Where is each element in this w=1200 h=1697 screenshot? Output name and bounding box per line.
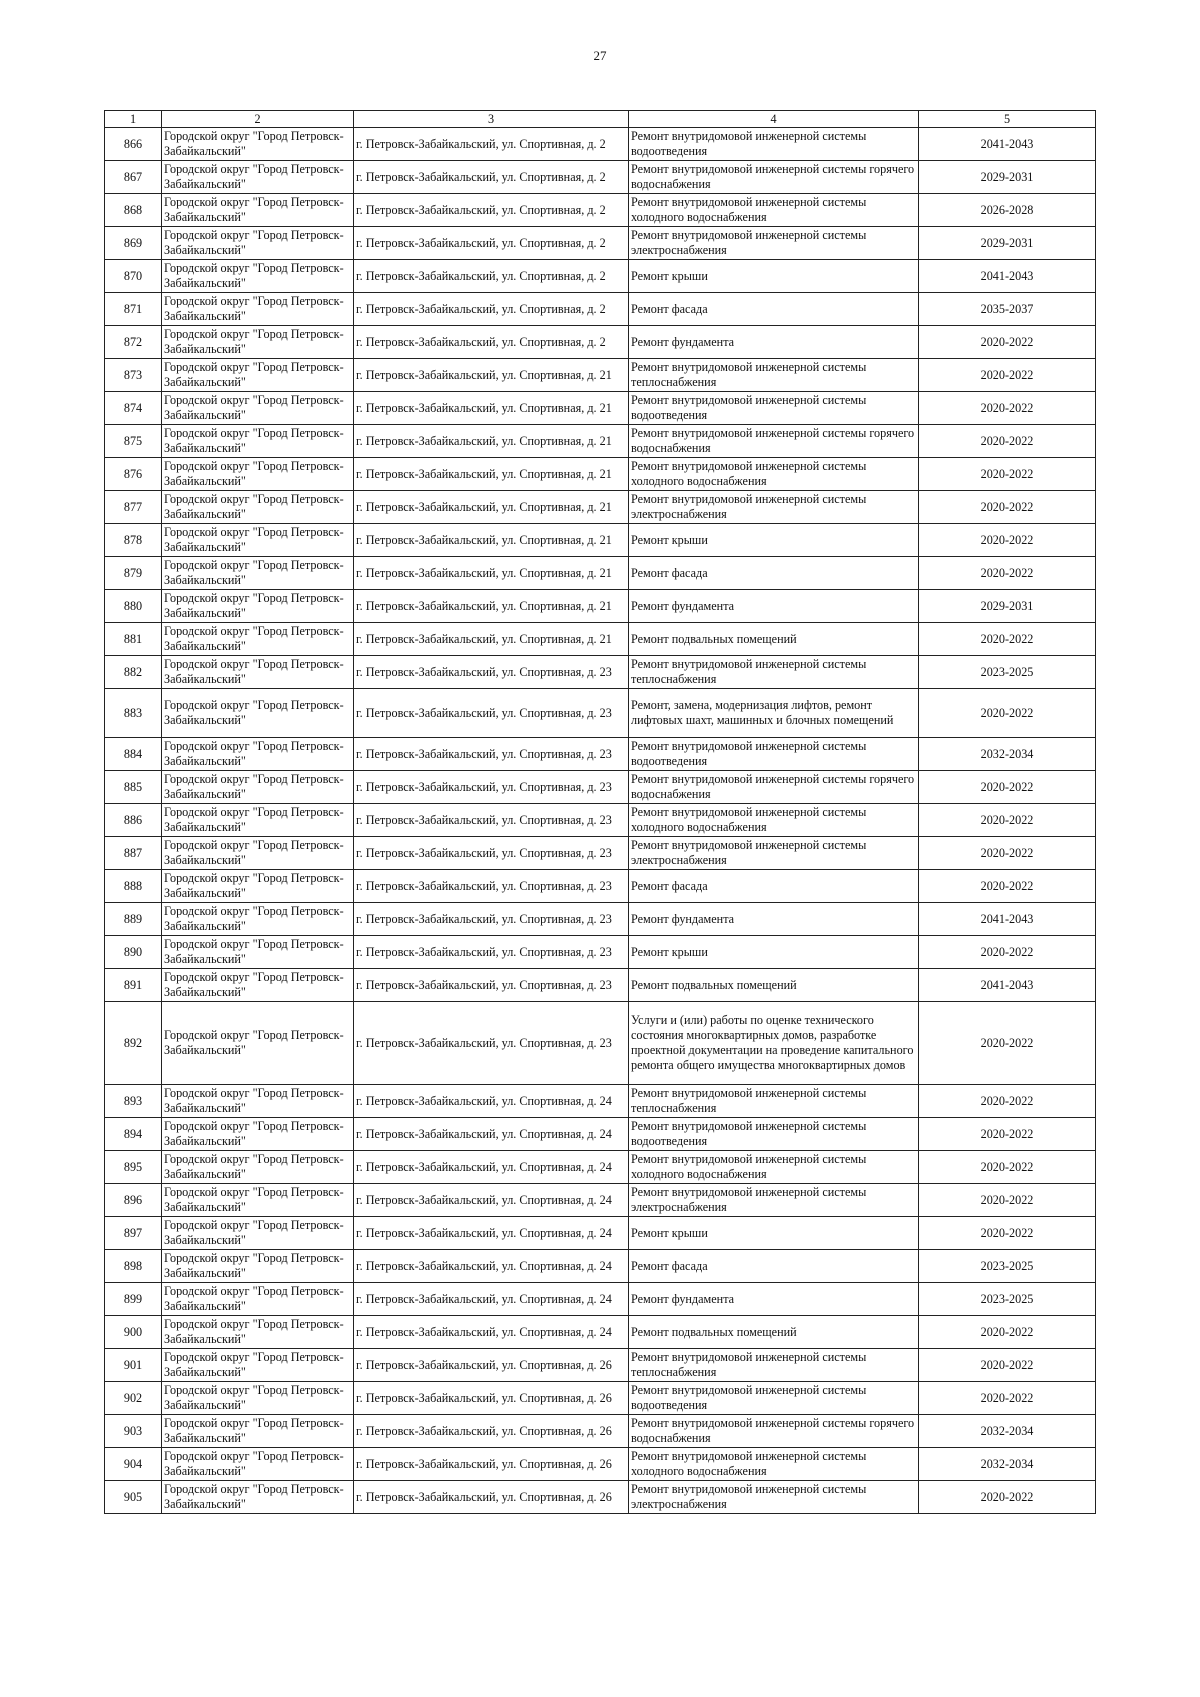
table-row [105, 804, 1096, 837]
work-type-cell: Ремонт фундамента [629, 903, 919, 936]
municipality-cell: Городской округ "Город Петровск-Забайкальский" [162, 326, 354, 359]
table-row [105, 1349, 1096, 1382]
municipality-cell: Городской округ "Город Петровск-Забайкальский" [162, 392, 354, 425]
table-row [105, 969, 1096, 1002]
table-row [105, 491, 1096, 524]
address-cell: г. Петровск-Забайкальский, ул. Спортивная, д. 23 [354, 969, 629, 1002]
municipality-cell: Городской округ "Город Петровск-Забайкальский" [162, 1118, 354, 1151]
row-number-cell: 904 [105, 1448, 162, 1481]
row-number-cell: 867 [105, 161, 162, 194]
table-row [105, 458, 1096, 491]
period-cell: 2041-2043 [919, 969, 1096, 1002]
address-cell: г. Петровск-Забайкальский, ул. Спортивная, д. 21 [354, 359, 629, 392]
row-number-cell: 890 [105, 936, 162, 969]
repair-schedule-table [104, 110, 1096, 1514]
table-row [105, 1217, 1096, 1250]
row-number-cell: 905 [105, 1481, 162, 1514]
period-cell: 2020-2022 [919, 1217, 1096, 1250]
row-number-cell: 894 [105, 1118, 162, 1151]
municipality-cell: Городской округ "Город Петровск-Забайкальский" [162, 936, 354, 969]
address-cell: г. Петровск-Забайкальский, ул. Спортивная, д. 2 [354, 227, 629, 260]
work-type-cell: Ремонт внутридомовой инженерной системы электроснабжения [629, 227, 919, 260]
period-cell: 2029-2031 [919, 161, 1096, 194]
period-cell: 2020-2022 [919, 557, 1096, 590]
table-body [105, 128, 1096, 1514]
municipality-cell: Городской округ "Город Петровск-Забайкальский" [162, 771, 354, 804]
table-row [105, 524, 1096, 557]
address-cell: г. Петровск-Забайкальский, ул. Спортивная, д. 24 [354, 1316, 629, 1349]
municipality-cell: Городской округ "Город Петровск-Забайкальский" [162, 1448, 354, 1481]
address-cell: г. Петровск-Забайкальский, ул. Спортивная, д. 26 [354, 1349, 629, 1382]
municipality-cell: Городской округ "Город Петровск-Забайкальский" [162, 1382, 354, 1415]
address-cell: г. Петровск-Забайкальский, ул. Спортивная, д. 21 [354, 425, 629, 458]
address-cell: г. Петровск-Забайкальский, ул. Спортивная, д. 26 [354, 1481, 629, 1514]
municipality-cell: Городской округ "Город Петровск-Забайкальский" [162, 738, 354, 771]
column-header: 5 [919, 111, 1096, 128]
period-cell: 2023-2025 [919, 656, 1096, 689]
municipality-cell: Городской округ "Город Петровск-Забайкальский" [162, 804, 354, 837]
address-cell: г. Петровск-Забайкальский, ул. Спортивная, д. 24 [354, 1217, 629, 1250]
table-row [105, 326, 1096, 359]
municipality-cell: Городской округ "Город Петровск-Забайкальский" [162, 1481, 354, 1514]
work-type-cell: Ремонт внутридомовой инженерной системы электроснабжения [629, 1184, 919, 1217]
table-row [105, 194, 1096, 227]
table-row [105, 689, 1096, 738]
row-number-cell: 900 [105, 1316, 162, 1349]
period-cell: 2023-2025 [919, 1283, 1096, 1316]
work-type-cell: Ремонт внутридомовой инженерной системы водоотведения [629, 738, 919, 771]
row-number-cell: 886 [105, 804, 162, 837]
period-cell: 2020-2022 [919, 458, 1096, 491]
period-cell: 2035-2037 [919, 293, 1096, 326]
table-row [105, 837, 1096, 870]
table-row [105, 1283, 1096, 1316]
period-cell: 2032-2034 [919, 738, 1096, 771]
work-type-cell: Ремонт внутридомовой инженерной системы теплоснабжения [629, 1349, 919, 1382]
work-type-cell: Ремонт, замена, модернизация лифтов, ремонт лифтовых шахт, машинных и блочных помещений [629, 689, 919, 738]
municipality-cell: Городской округ "Город Петровск-Забайкальский" [162, 1002, 354, 1085]
period-cell: 2020-2022 [919, 1316, 1096, 1349]
work-type-cell: Ремонт внутридомовой инженерной системы теплоснабжения [629, 359, 919, 392]
row-number-cell: 885 [105, 771, 162, 804]
table-row [105, 771, 1096, 804]
address-cell: г. Петровск-Забайкальский, ул. Спортивная, д. 24 [354, 1283, 629, 1316]
address-cell: г. Петровск-Забайкальский, ул. Спортивная, д. 26 [354, 1382, 629, 1415]
table-row [105, 260, 1096, 293]
period-cell: 2020-2022 [919, 870, 1096, 903]
work-type-cell: Ремонт внутридомовой инженерной системы холодного водоснабжения [629, 1448, 919, 1481]
period-cell: 2041-2043 [919, 128, 1096, 161]
table-row [105, 1151, 1096, 1184]
period-cell: 2020-2022 [919, 1349, 1096, 1382]
work-type-cell: Ремонт подвальных помещений [629, 969, 919, 1002]
column-header: 4 [629, 111, 919, 128]
table-row [105, 1481, 1096, 1514]
period-cell: 2020-2022 [919, 1002, 1096, 1085]
period-cell: 2020-2022 [919, 936, 1096, 969]
table-row [105, 936, 1096, 969]
period-cell: 2020-2022 [919, 524, 1096, 557]
work-type-cell: Ремонт внутридомовой инженерной системы холодного водоснабжения [629, 804, 919, 837]
row-number-cell: 895 [105, 1151, 162, 1184]
period-cell: 2023-2025 [919, 1250, 1096, 1283]
work-type-cell: Ремонт внутридомовой инженерной системы горячего водоснабжения [629, 1415, 919, 1448]
table-row [105, 161, 1096, 194]
period-cell: 2020-2022 [919, 623, 1096, 656]
table-row [105, 1184, 1096, 1217]
work-type-cell: Ремонт крыши [629, 260, 919, 293]
work-type-cell: Ремонт фасада [629, 870, 919, 903]
work-type-cell: Ремонт внутридомовой инженерной системы водоотведения [629, 392, 919, 425]
period-cell: 2029-2031 [919, 227, 1096, 260]
period-cell: 2020-2022 [919, 837, 1096, 870]
address-cell: г. Петровск-Забайкальский, ул. Спортивная, д. 21 [354, 458, 629, 491]
period-cell: 2020-2022 [919, 804, 1096, 837]
address-cell: г. Петровск-Забайкальский, ул. Спортивная, д. 23 [354, 837, 629, 870]
table-row [105, 425, 1096, 458]
work-type-cell: Ремонт внутридомовой инженерной системы электроснабжения [629, 1481, 919, 1514]
row-number-cell: 877 [105, 491, 162, 524]
address-cell: г. Петровск-Забайкальский, ул. Спортивная, д. 21 [354, 590, 629, 623]
address-cell: г. Петровск-Забайкальский, ул. Спортивная, д. 26 [354, 1448, 629, 1481]
address-cell: г. Петровск-Забайкальский, ул. Спортивная, д. 26 [354, 1415, 629, 1448]
address-cell: г. Петровск-Забайкальский, ул. Спортивная, д. 24 [354, 1250, 629, 1283]
row-number-cell: 902 [105, 1382, 162, 1415]
work-type-cell: Ремонт внутридомовой инженерной системы теплоснабжения [629, 656, 919, 689]
column-header: 3 [354, 111, 629, 128]
table-row [105, 392, 1096, 425]
column-header: 2 [162, 111, 354, 128]
row-number-cell: 891 [105, 969, 162, 1002]
period-cell: 2020-2022 [919, 392, 1096, 425]
table-row [105, 1382, 1096, 1415]
municipality-cell: Городской округ "Город Петровск-Забайкальский" [162, 194, 354, 227]
row-number-cell: 899 [105, 1283, 162, 1316]
column-number-row [105, 111, 1096, 128]
table-row [105, 1448, 1096, 1481]
address-cell: г. Петровск-Забайкальский, ул. Спортивная, д. 21 [354, 557, 629, 590]
row-number-cell: 870 [105, 260, 162, 293]
row-number-cell: 878 [105, 524, 162, 557]
address-cell: г. Петровск-Забайкальский, ул. Спортивная, д. 23 [354, 771, 629, 804]
row-number-cell: 897 [105, 1217, 162, 1250]
municipality-cell: Городской округ "Город Петровск-Забайкальский" [162, 689, 354, 738]
page-number: 27 [593, 48, 607, 63]
period-cell: 2020-2022 [919, 425, 1096, 458]
table-row [105, 359, 1096, 392]
address-cell: г. Петровск-Забайкальский, ул. Спортивная, д. 24 [354, 1184, 629, 1217]
work-type-cell: Ремонт внутридомовой инженерной системы водоотведения [629, 1118, 919, 1151]
column-header: 1 [105, 111, 162, 128]
row-number-cell: 879 [105, 557, 162, 590]
municipality-cell: Городской округ "Город Петровск-Забайкальский" [162, 1250, 354, 1283]
row-number-cell: 874 [105, 392, 162, 425]
row-number-cell: 876 [105, 458, 162, 491]
address-cell: г. Петровск-Забайкальский, ул. Спортивная, д. 21 [354, 524, 629, 557]
work-type-cell: Ремонт подвальных помещений [629, 623, 919, 656]
table-row [105, 623, 1096, 656]
row-number-cell: 880 [105, 590, 162, 623]
work-type-cell: Ремонт внутридомовой инженерной системы горячего водоснабжения [629, 771, 919, 804]
work-type-cell: Ремонт фасада [629, 1250, 919, 1283]
period-cell: 2041-2043 [919, 260, 1096, 293]
work-type-cell: Ремонт внутридомовой инженерной системы водоотведения [629, 1382, 919, 1415]
municipality-cell: Городской округ "Город Петровск-Забайкальский" [162, 969, 354, 1002]
table-row [105, 227, 1096, 260]
period-cell: 2029-2031 [919, 590, 1096, 623]
period-cell: 2020-2022 [919, 771, 1096, 804]
table-row [105, 656, 1096, 689]
period-cell: 2032-2034 [919, 1415, 1096, 1448]
row-number-cell: 875 [105, 425, 162, 458]
period-cell: 2032-2034 [919, 1448, 1096, 1481]
address-cell: г. Петровск-Забайкальский, ул. Спортивная, д. 23 [354, 1002, 629, 1085]
municipality-cell: Городской округ "Город Петровск-Забайкальский" [162, 623, 354, 656]
table-row [105, 557, 1096, 590]
row-number-cell: 887 [105, 837, 162, 870]
municipality-cell: Городской округ "Город Петровск-Забайкальский" [162, 1283, 354, 1316]
table-row [105, 293, 1096, 326]
address-cell: г. Петровск-Забайкальский, ул. Спортивная, д. 24 [354, 1151, 629, 1184]
work-type-cell: Ремонт фундамента [629, 590, 919, 623]
table-row [105, 1250, 1096, 1283]
municipality-cell: Городской округ "Город Петровск-Забайкальский" [162, 293, 354, 326]
period-cell: 2020-2022 [919, 1118, 1096, 1151]
address-cell: г. Петровск-Забайкальский, ул. Спортивная, д. 23 [354, 936, 629, 969]
municipality-cell: Городской округ "Город Петровск-Забайкальский" [162, 1415, 354, 1448]
municipality-cell: Городской округ "Город Петровск-Забайкальский" [162, 359, 354, 392]
row-number-cell: 882 [105, 656, 162, 689]
row-number-cell: 884 [105, 738, 162, 771]
table-row [105, 870, 1096, 903]
work-type-cell: Ремонт внутридомовой инженерной системы электроснабжения [629, 491, 919, 524]
work-type-cell: Ремонт внутридомовой инженерной системы холодного водоснабжения [629, 458, 919, 491]
row-number-cell: 871 [105, 293, 162, 326]
table-row [105, 128, 1096, 161]
row-number-cell: 901 [105, 1349, 162, 1382]
address-cell: г. Петровск-Забайкальский, ул. Спортивная, д. 2 [354, 326, 629, 359]
row-number-cell: 873 [105, 359, 162, 392]
row-number-cell: 883 [105, 689, 162, 738]
work-type-cell: Ремонт внутридомовой инженерной системы горячего водоснабжения [629, 161, 919, 194]
address-cell: г. Петровск-Забайкальский, ул. Спортивная, д. 21 [354, 392, 629, 425]
address-cell: г. Петровск-Забайкальский, ул. Спортивная, д. 21 [354, 623, 629, 656]
row-number-cell: 872 [105, 326, 162, 359]
municipality-cell: Городской округ "Город Петровск-Забайкальский" [162, 870, 354, 903]
address-cell: г. Петровск-Забайкальский, ул. Спортивная, д. 24 [354, 1085, 629, 1118]
address-cell: г. Петровск-Забайкальский, ул. Спортивная, д. 24 [354, 1118, 629, 1151]
address-cell: г. Петровск-Забайкальский, ул. Спортивная, д. 23 [354, 656, 629, 689]
period-cell: 2020-2022 [919, 491, 1096, 524]
period-cell: 2026-2028 [919, 194, 1096, 227]
work-type-cell: Ремонт внутридомовой инженерной системы теплоснабжения [629, 1085, 919, 1118]
municipality-cell: Городской округ "Город Петровск-Забайкальский" [162, 1217, 354, 1250]
row-number-cell: 898 [105, 1250, 162, 1283]
row-number-cell: 866 [105, 128, 162, 161]
work-type-cell: Ремонт фундамента [629, 1283, 919, 1316]
period-cell: 2020-2022 [919, 1085, 1096, 1118]
period-cell: 2041-2043 [919, 903, 1096, 936]
address-cell: г. Петровск-Забайкальский, ул. Спортивная, д. 2 [354, 293, 629, 326]
work-type-cell: Ремонт крыши [629, 936, 919, 969]
municipality-cell: Городской округ "Город Петровск-Забайкальский" [162, 557, 354, 590]
address-cell: г. Петровск-Забайкальский, ул. Спортивная, д. 2 [354, 161, 629, 194]
work-type-cell: Ремонт фасада [629, 293, 919, 326]
address-cell: г. Петровск-Забайкальский, ул. Спортивная, д. 23 [354, 689, 629, 738]
row-number-cell: 892 [105, 1002, 162, 1085]
row-number-cell: 869 [105, 227, 162, 260]
work-type-cell: Ремонт фундамента [629, 326, 919, 359]
row-number-cell: 888 [105, 870, 162, 903]
work-type-cell: Ремонт внутридомовой инженерной системы электроснабжения [629, 837, 919, 870]
municipality-cell: Городской округ "Город Петровск-Забайкальский" [162, 1316, 354, 1349]
municipality-cell: Городской округ "Город Петровск-Забайкальский" [162, 1085, 354, 1118]
table-row [105, 1316, 1096, 1349]
period-cell: 2020-2022 [919, 1382, 1096, 1415]
row-number-cell: 868 [105, 194, 162, 227]
municipality-cell: Городской округ "Город Петровск-Забайкальский" [162, 227, 354, 260]
work-type-cell: Ремонт внутридомовой инженерной системы холодного водоснабжения [629, 194, 919, 227]
municipality-cell: Городской округ "Город Петровск-Забайкальский" [162, 491, 354, 524]
table-row [105, 903, 1096, 936]
work-type-cell: Ремонт внутридомовой инженерной системы водоотведения [629, 128, 919, 161]
work-type-cell: Ремонт крыши [629, 524, 919, 557]
table-row [105, 1415, 1096, 1448]
period-cell: 2020-2022 [919, 1184, 1096, 1217]
municipality-cell: Городской округ "Город Петровск-Забайкальский" [162, 458, 354, 491]
municipality-cell: Городской округ "Город Петровск-Забайкальский" [162, 161, 354, 194]
work-type-cell: Ремонт крыши [629, 1217, 919, 1250]
period-cell: 2020-2022 [919, 359, 1096, 392]
period-cell: 2020-2022 [919, 326, 1096, 359]
table-row [105, 590, 1096, 623]
row-number-cell: 893 [105, 1085, 162, 1118]
municipality-cell: Городской округ "Город Петровск-Забайкальский" [162, 128, 354, 161]
address-cell: г. Петровск-Забайкальский, ул. Спортивная, д. 2 [354, 128, 629, 161]
municipality-cell: Городской округ "Город Петровск-Забайкальский" [162, 656, 354, 689]
municipality-cell: Городской округ "Город Петровск-Забайкальский" [162, 1184, 354, 1217]
table-row [105, 738, 1096, 771]
municipality-cell: Городской округ "Город Петровск-Забайкальский" [162, 903, 354, 936]
municipality-cell: Городской округ "Город Петровск-Забайкальский" [162, 524, 354, 557]
period-cell: 2020-2022 [919, 689, 1096, 738]
address-cell: г. Петровск-Забайкальский, ул. Спортивная, д. 23 [354, 903, 629, 936]
address-cell: г. Петровск-Забайкальский, ул. Спортивная, д. 23 [354, 804, 629, 837]
table-row [105, 1118, 1096, 1151]
address-cell: г. Петровск-Забайкальский, ул. Спортивная, д. 2 [354, 194, 629, 227]
row-number-cell: 896 [105, 1184, 162, 1217]
municipality-cell: Городской округ "Город Петровск-Забайкальский" [162, 1349, 354, 1382]
address-cell: г. Петровск-Забайкальский, ул. Спортивная, д. 23 [354, 870, 629, 903]
address-cell: г. Петровск-Забайкальский, ул. Спортивная, д. 21 [354, 491, 629, 524]
row-number-cell: 903 [105, 1415, 162, 1448]
municipality-cell: Городской округ "Город Петровск-Забайкальский" [162, 260, 354, 293]
period-cell: 2020-2022 [919, 1481, 1096, 1514]
municipality-cell: Городской округ "Город Петровск-Забайкальский" [162, 425, 354, 458]
row-number-cell: 881 [105, 623, 162, 656]
municipality-cell: Городской округ "Город Петровск-Забайкальский" [162, 1151, 354, 1184]
period-cell: 2020-2022 [919, 1151, 1096, 1184]
work-type-cell: Ремонт подвальных помещений [629, 1316, 919, 1349]
municipality-cell: Городской округ "Город Петровск-Забайкальский" [162, 837, 354, 870]
row-number-cell: 889 [105, 903, 162, 936]
work-type-cell: Ремонт фасада [629, 557, 919, 590]
address-cell: г. Петровск-Забайкальский, ул. Спортивная, д. 23 [354, 738, 629, 771]
work-type-cell: Услуги и (или) работы по оценке технического состояния многоквартирных домов, разработке проектной документации на проведение капитального ремонта общего имущества многоквартирных домов [629, 1002, 919, 1085]
address-cell: г. Петровск-Забайкальский, ул. Спортивная, д. 2 [354, 260, 629, 293]
work-type-cell: Ремонт внутридомовой инженерной системы горячего водоснабжения [629, 425, 919, 458]
table-row [105, 1002, 1096, 1085]
work-type-cell: Ремонт внутридомовой инженерной системы холодного водоснабжения [629, 1151, 919, 1184]
municipality-cell: Городской округ "Город Петровск-Забайкальский" [162, 590, 354, 623]
table-row [105, 1085, 1096, 1118]
